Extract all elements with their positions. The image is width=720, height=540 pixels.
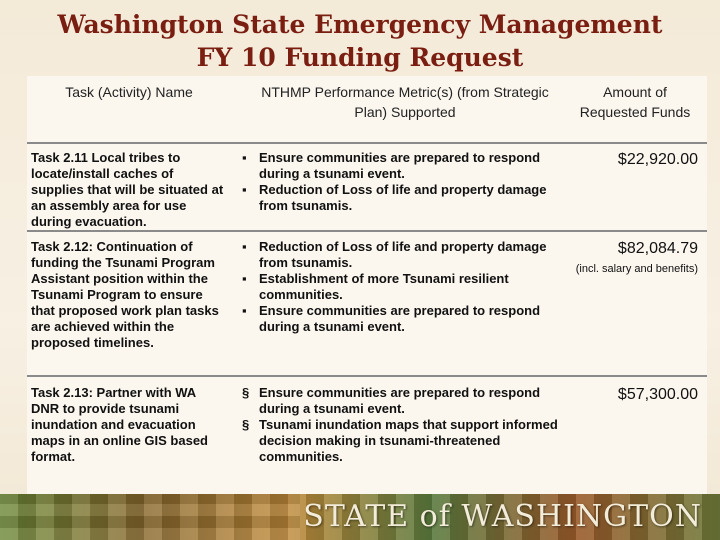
bullet-icon: ▪ xyxy=(242,271,247,286)
funding-table xyxy=(27,76,707,494)
amount-cell xyxy=(572,150,698,170)
metrics-list xyxy=(237,150,567,214)
metrics-cell xyxy=(237,150,567,214)
metrics-list xyxy=(237,385,567,465)
metric-text: Reduction of Loss of life and property damage from tsunamis. xyxy=(259,182,547,213)
footer-banner xyxy=(0,494,720,540)
page-title xyxy=(0,8,720,74)
bullet-icon: § xyxy=(242,417,250,432)
metric-text: Tsunami inundation maps that support informed decision making in tsunami-threatened communities. xyxy=(259,417,558,464)
task-name: Task 2.11 Local tribes to locate/install caches of supplies that will be situated at an assembly area for use during evacuation. xyxy=(31,150,224,229)
header-task: Task (Activity) Name xyxy=(65,84,193,100)
row-divider xyxy=(27,375,707,377)
metric-item xyxy=(237,303,567,335)
metric-text: Establishment of more Tsunami resilient communities. xyxy=(259,271,509,302)
metric-item xyxy=(237,182,567,214)
metrics-cell xyxy=(237,385,567,465)
metric-text: Ensure communities are prepared to respond during a tsunami event. xyxy=(259,303,541,334)
metric-item xyxy=(237,417,567,465)
bullet-icon: § xyxy=(242,385,250,400)
metric-item xyxy=(237,271,567,303)
state-brand: STATE of WASHINGTON xyxy=(303,499,702,534)
metric-text: Ensure communities are prepared to respond during a tsunami event. xyxy=(259,385,541,416)
title-line-2: FY 10 Funding Request xyxy=(196,43,524,72)
metric-item xyxy=(237,150,567,182)
task-name: Task 2.12: Continuation of funding the Tsunami Program Assistant position within the Tsunami Program to ensure that proposed work plan tasks are achieved within the proposed timelines. xyxy=(31,239,219,350)
footer-mosaic xyxy=(0,494,300,540)
amount-note: (incl. salary and benefits) xyxy=(575,263,698,275)
amount-value: $57,300.00 xyxy=(617,386,698,403)
header-metric: NTHMP Performance Metric(s) (from Strategic Plan) Supported xyxy=(261,84,549,120)
row-divider xyxy=(27,230,707,232)
metrics-list xyxy=(237,239,567,335)
task-name: Task 2.13: Partner with WA DNR to provide tsunami inundation and evacuation maps in an online GIS based format. xyxy=(31,385,208,464)
amount-value: $82,084.79 xyxy=(617,240,698,257)
metric-text: Reduction of Loss of life and property damage from tsunamis. xyxy=(259,239,547,270)
header-divider xyxy=(27,142,707,144)
bullet-icon: ▪ xyxy=(242,150,247,165)
bullet-icon: ▪ xyxy=(242,239,247,254)
bullet-icon: ▪ xyxy=(242,182,247,197)
amount-value: $22,920.00 xyxy=(617,151,698,168)
amount-cell xyxy=(572,239,698,277)
metric-text: Ensure communities are prepared to respond during a tsunami event. xyxy=(259,150,541,181)
bullet-icon: ▪ xyxy=(242,303,247,318)
metrics-cell xyxy=(237,239,567,335)
metric-item xyxy=(237,385,567,417)
amount-cell xyxy=(572,385,698,405)
metric-item xyxy=(237,239,567,271)
table-header-row xyxy=(27,82,707,142)
title-line-1: Washington State Emergency Management xyxy=(57,10,663,39)
header-amount: Amount of Requested Funds xyxy=(579,84,691,120)
